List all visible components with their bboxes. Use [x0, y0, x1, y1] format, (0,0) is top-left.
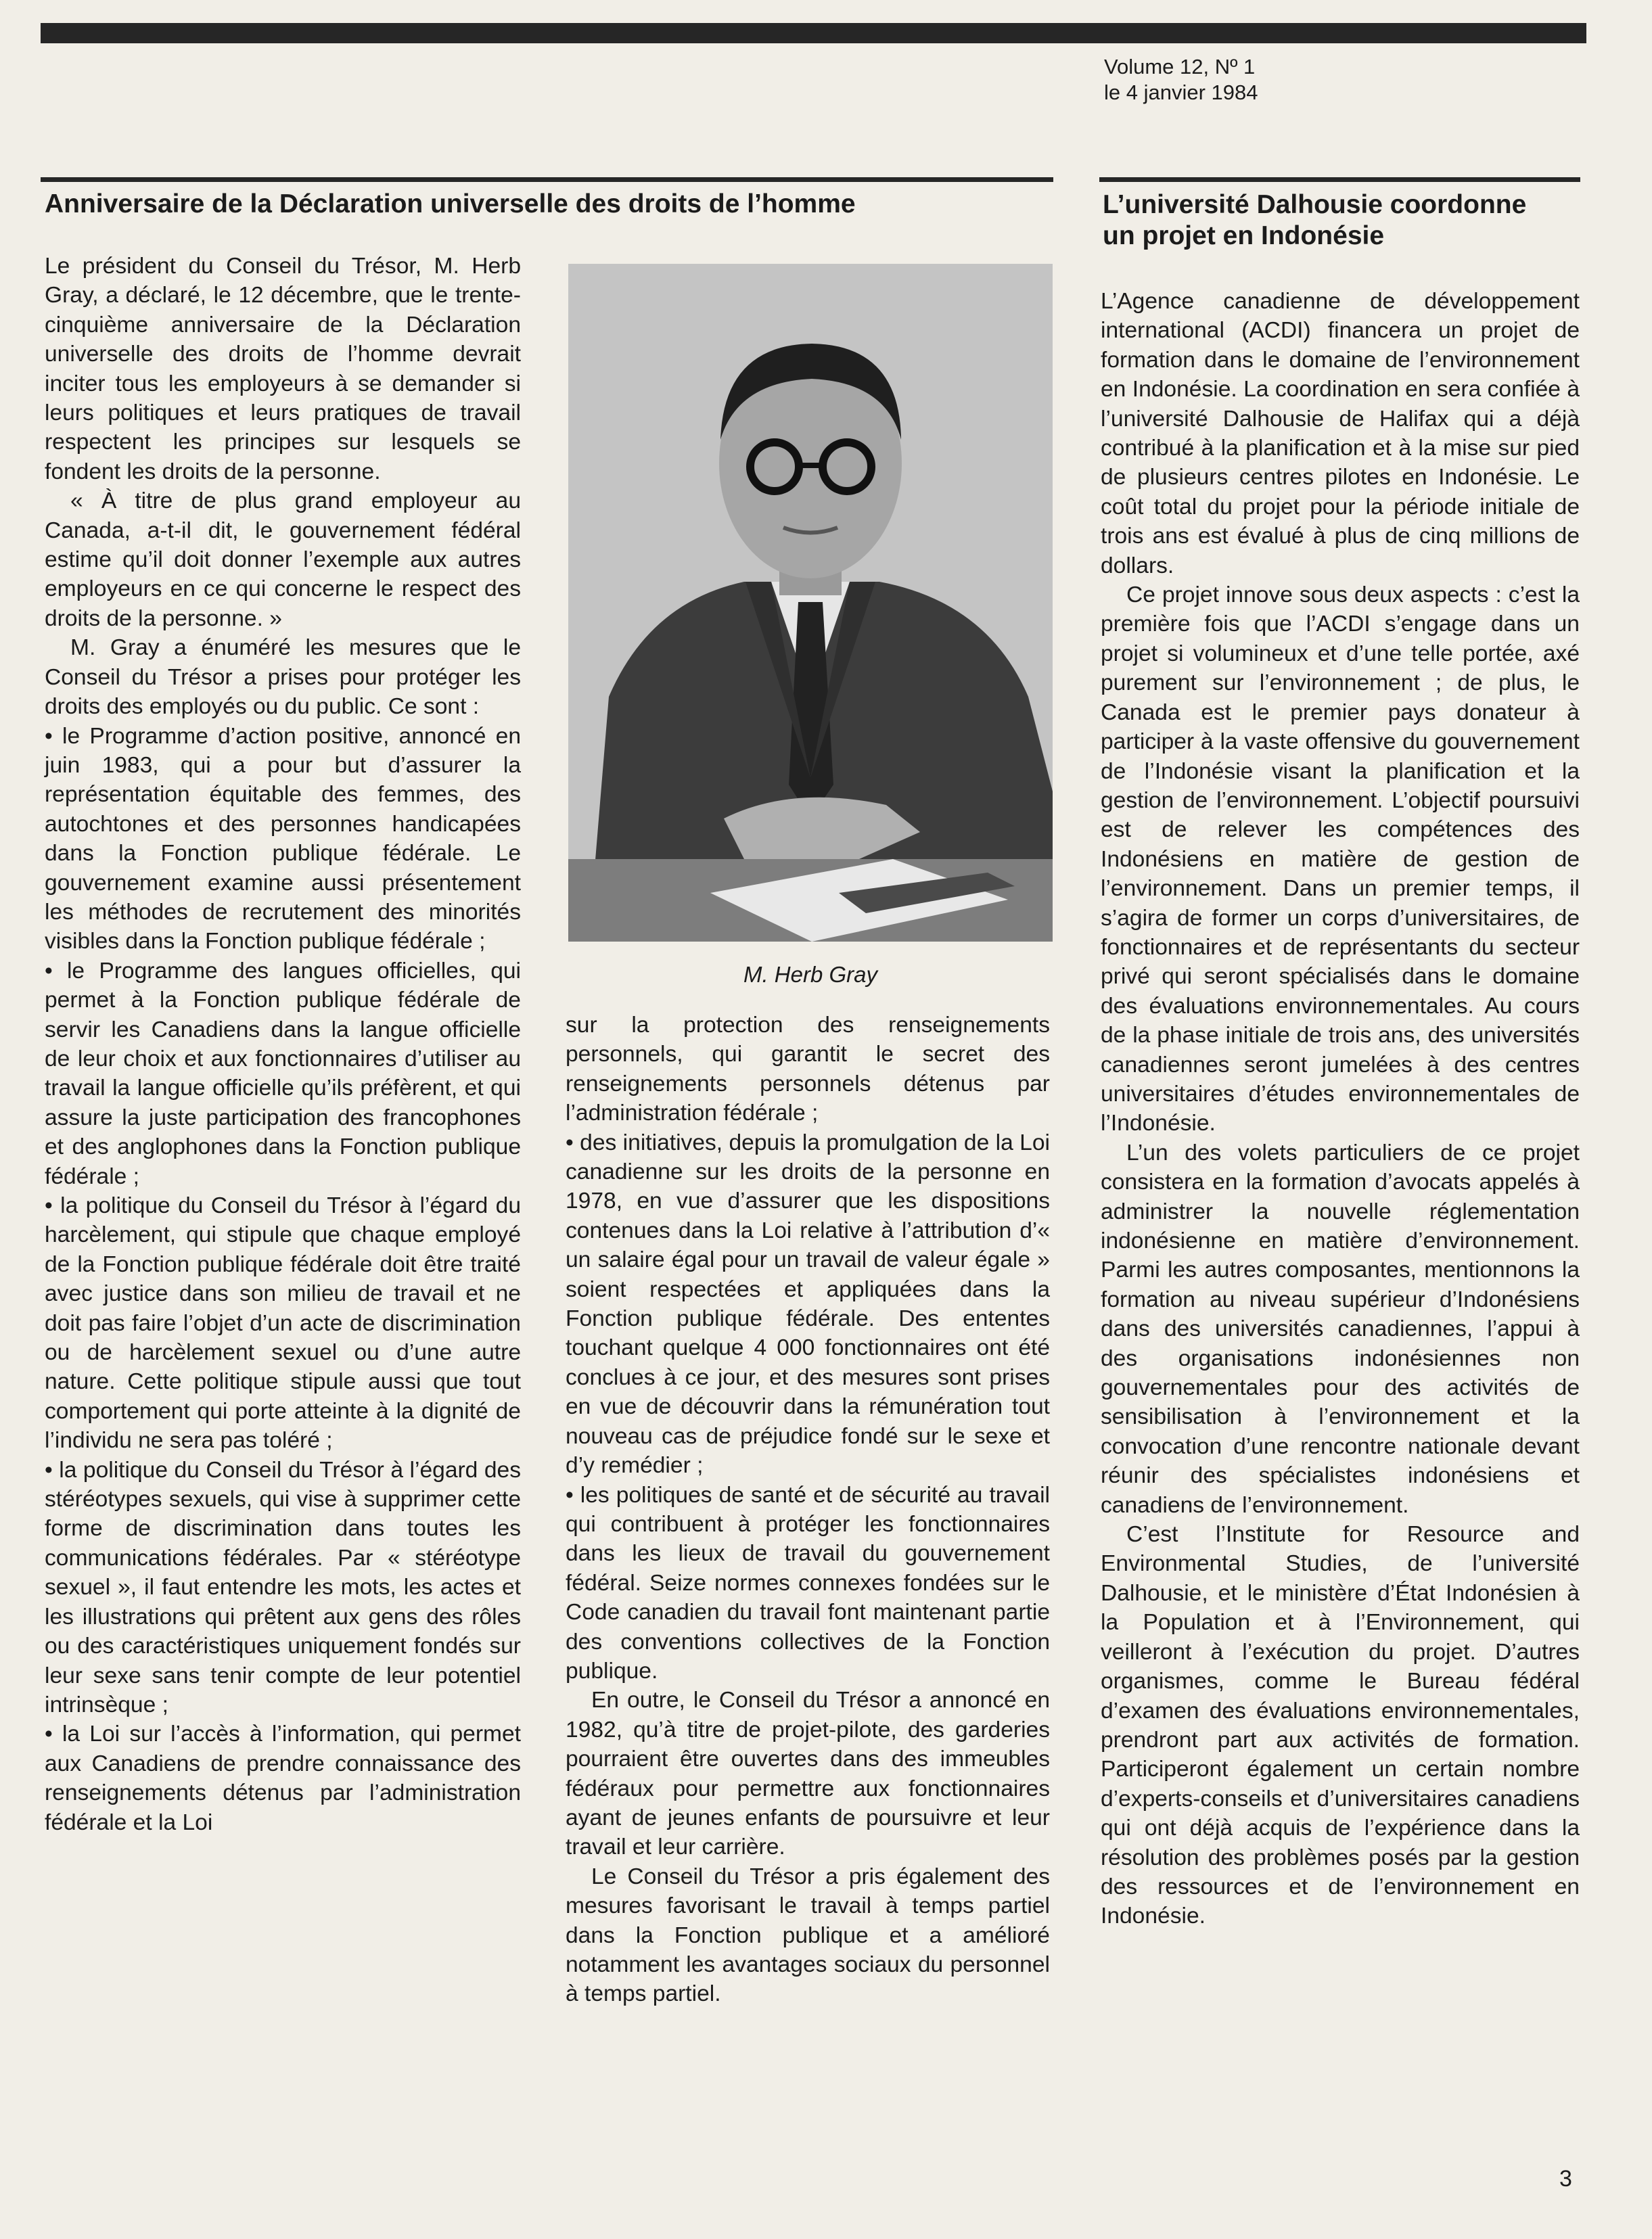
- volume-number: Volume 12, Nº 1: [1104, 55, 1256, 78]
- paragraph: Le président du Conseil du Trésor, M. Herb Gray, a déclaré, le 12 décembre, que le trente-cinquième anniversaire de la Déclaration universelle des droits de l’homme devrait inciter tous les employeurs à se demander si leurs politiques et leurs pratiques de travail respectent les principes sur lesquels se fondent les droits de la personne.: [45, 254, 521, 484]
- photo-caption: M. Herb Gray: [743, 962, 878, 987]
- issue-info: [1104, 54, 1258, 106]
- paragraph: En outre, le Conseil du Trésor a annoncé en 1982, qu’à titre de projet-pilote, des garderies pourraient être ouvertes dans des immeubles fédéraux pour permettre aux fonctionnaires ayant de jeunes enfants de poursuivre et leur travail et leur carrière.: [566, 1688, 1050, 1860]
- paragraph: Le Conseil du Trésor a pris également des mesures favorisant le travail à temps partiel dans la Fonction publique et a amélioré notamment les avantages sociaux du personnel à temps partiel.: [566, 1864, 1050, 2007]
- paragraph: Ce projet innove sous deux aspects : c’est la première fois que l’ACDI s’engage dans un projet si volumineux et d’une telle portée, axé purement sur l’environnement ; de plus, le Canada est le premier pays donateur à participer à la vaste offensive du gouvernement de l’Indonésie visant la planification et la gestion de l’environnement. L’objectif poursuivi est de relever les compétences des Indonésiens en matière de gestion de l’environnement. Dans un premier temps, il s’agira de former un corps d’universitaires, de fonctionnaires et de représentants du secteur privé qui seront spécialisés dans le domaine des évaluations environnementales. Au cours de la phase initiale de trois ans, des universités canadiennes seront jumelées à des centres universitaires d’études environnementales de l’Indonésie.: [1101, 582, 1580, 1136]
- page-number: 3: [1559, 2166, 1572, 2192]
- bullet-item: • la politique du Conseil du Trésor à l’égard des stéréotypes sexuels, qui vise à supprimer cette forme de discrimination dans toutes les communications fédérales. Par « stéréotype sexuel », il faut entendre les mots, les actes et les illustrations qui prêtent aux gens des rôles ou des caractéristiques uniquement fondés sur leur sexe sans tenir compte de leur potentiel intrinsèque ;: [45, 1457, 521, 1717]
- article1-top-rule: [41, 177, 1053, 182]
- article2-top-rule: [1099, 177, 1580, 182]
- paragraph: L’un des volets particuliers de ce projet consistera en la formation d’avocats appelés à administrer la nouvelle réglementation indonésienne en matière d’environnement. Parmi les autres composantes, mentionnons la formation au niveau supérieur d’Indonésiens dans des universités canadiennes, l’appui à des organisations indonésiennes non gouvernementales pour des activités de sensibilisation à l’environnement et la convocation d’une rencontre nationale devant réunir des spécialistes indonésiens et canadiens de l’environnement.: [1101, 1140, 1580, 1518]
- bullet-item: • des initiatives, depuis la promulgation de la Loi canadienne sur les droits de la personne en 1978, en vue d’assurer que les dispositions contenues dans la Loi relative à l’attribution d’« un salaire égal pour un travail de valeur égale » soient respectées et appliquées dans la Fonction publique fédérale. Des ententes touchant quelque 4 000 fonctionnaires ont été conclues à ce jour, et des mesures sont prises en vue de découvrir dans la rémunération tout nouveau cas de préjudice fondé sur le sexe et d’y remédier ;: [566, 1130, 1050, 1479]
- article1-column2: [566, 1011, 1050, 2009]
- paragraph: C’est l’Institute for Resource and Environmental Studies, de l’université Dalhousie, et le ministère d’État Indonésien à la Population et à l’Environnement, qui veilleront à l’exécution du projet. D’autres organismes, comme le Bureau fédéral d’examen des évaluations environnementales, prendront part aux activités de formation. Participeront également un certain nombre d’experts-conseils et d’universitaires canadiens qui ont déjà acquis de l’expérience dans la résolution des problèmes posés par la gestion des ressources et de l’environnement en Indonésie.: [1101, 1522, 1580, 1929]
- article2-headline-line1: L’université Dalhousie coordonne: [1103, 190, 1527, 219]
- article2-headline: [1103, 189, 1590, 252]
- paragraph: « À titre de plus grand employeur au Canada, a-t-il dit, le gouvernement fédéral estime qu’il doit donner l’exemple aux autres employeurs en ce qui concerne le respect des droits de la personne. »: [45, 488, 521, 631]
- top-rule-bar: [41, 23, 1586, 43]
- bullet-item: • les politiques de santé et de sécurité au travail qui contribuent à protéger les fonctionnaires dans les lieux de travail du gouvernement fédéral. Seize normes connexes fondées sur le Code canadien du travail font maintenant partie des conventions collectives de la Fonction publique.: [566, 1482, 1050, 1684]
- article1-column1: [45, 252, 521, 1837]
- bullet-item: • le Programme d’action positive, annoncé en juin 1983, qui a pour but d’assurer la représentation équitable des femmes, des autochtones et des personnes handicapées dans la Fonction publique fédérale. Le gouvernement examine aussi présentement les méthodes de recrutement des minorités visibles dans la Fonction publique fédérale ;: [45, 723, 521, 954]
- portrait-photo: [568, 264, 1053, 942]
- paragraph: L’Agence canadienne de développement international (ACDI) financera un projet de formation dans le domaine de l’environnement en Indonésie. La coordination en sera confiée à l’université Dalhousie de Halifax qui a déjà contribué à la planification et à la mise sur pied de plusieurs centres pilotes en Indonésie. Le coût total du projet pour la période initiale de trois ans est évalué à plus de cinq millions de dollars.: [1101, 289, 1580, 578]
- bullet-item: • la politique du Conseil du Trésor à l’égard du harcèlement, qui stipule que chaque employé de la Fonction publique fédérale doit être traité avec justice dans son milieu de travail et ne doit pas faire l’objet d’un acte de discrimination ou de harcèlement sexuel ou d’une autre nature. Cette politique stipule aussi que tout comportement qui porte atteinte à la dignité de l’individu ne sera pas toléré ;: [45, 1193, 521, 1454]
- article1-headline: Anniversaire de la Déclaration universelle des droits de l’homme: [45, 189, 856, 218]
- bullet-item: • la Loi sur l’accès à l’information, qui permet aux Canadiens de prendre connaissance des renseignements détenus par l’administration fédérale et la Loi: [45, 1722, 521, 1835]
- issue-date: le 4 janvier 1984: [1104, 80, 1258, 104]
- portrait-illustration: [568, 264, 1053, 942]
- article2-headline-line2: un projet en Indonésie: [1103, 221, 1385, 250]
- bullet-item: • le Programme des langues officielles, qui permet à la Fonction publique fédérale de servir les Canadiens dans la langue officielle de leur choix et aux fonctionnaires d’utiliser au travail la langue officielle qu’ils préfèrent, et qui assure la juste participation des francophones et des anglophones dans la Fonction publique fédérale ;: [45, 958, 521, 1189]
- paragraph: M. Gray a énuméré les mesures que le Conseil du Trésor a prises pour protéger les droits des employés ou du public. Ce sont :: [45, 635, 521, 720]
- article2-column: [1101, 287, 1580, 1931]
- paragraph: sur la protection des renseignements personnels, qui garantit le secret des renseignements personnels détenus par l’administration fédérale ;: [566, 1013, 1050, 1126]
